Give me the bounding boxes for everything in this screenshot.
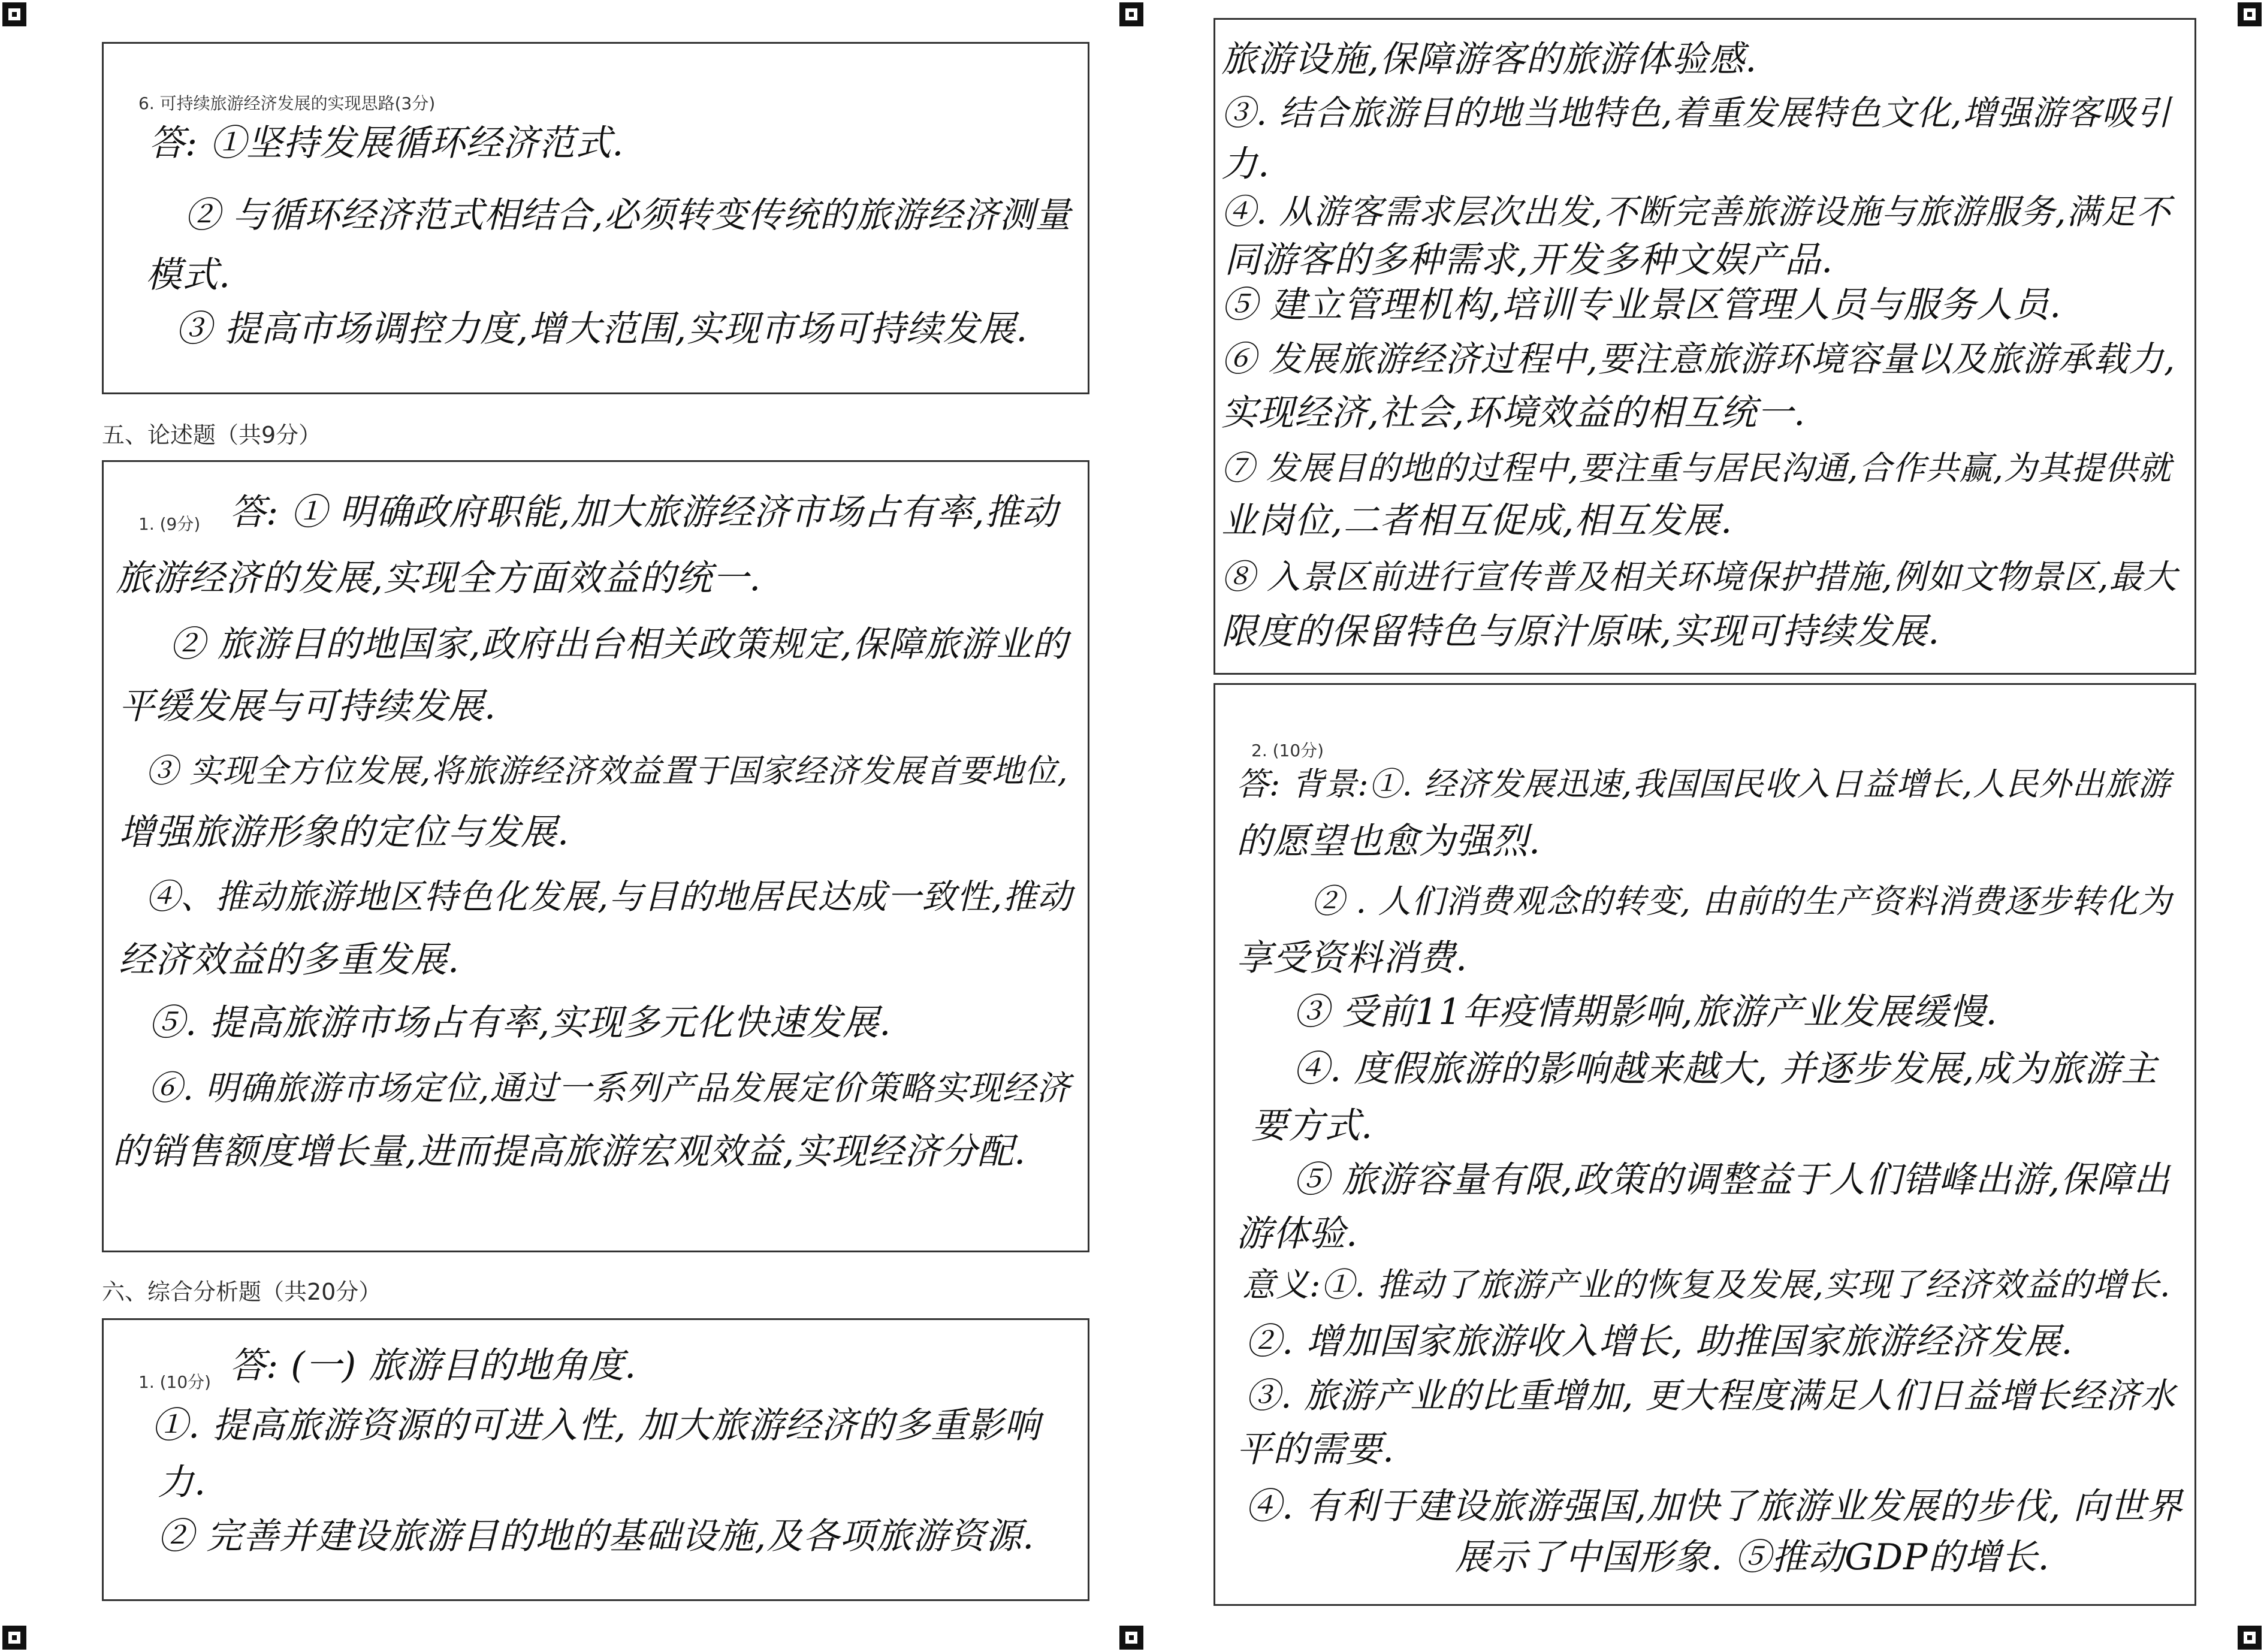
section-title: 六、综合分析题（共20分） [102,1279,382,1305]
answer-line: 答: (一) 旅游目的地角度. [230,1345,637,1387]
question-label: 1. (10分) [138,1372,212,1392]
answer-line: ⑤. 提高旅游市场占有率,实现多元化快速发展. [149,1002,892,1044]
answer-line: 同游客的多种需求,开发多种文娱产品. [1224,239,1834,281]
answer-line: 力. [1221,143,1270,185]
answer-line: 要方式. [1251,1105,1374,1147]
answer-box-continuation [1213,18,2196,675]
answer-line: 享受资料消费. [1236,937,1468,979]
answer-line: 答: ①坚持发展循环经济范式. [149,122,624,164]
answer-line: ⑧ 入景区前进行宣传普及相关环境保护措施,例如文物景区,最大 [1221,558,2178,597]
section-title: 五、论述题（共9分） [102,422,322,448]
answer-line: ②. 增加国家旅游收入增长, 助推国家旅游经济发展. [1245,1321,2073,1363]
corner-marker-top-right [2238,2,2262,26]
center-marker-top [1119,2,1143,26]
answer-line: 限度的保留特色与原汁原味,实现可持续发展. [1221,611,1940,653]
answer-line: ③ 实现全方位发展,将旅游经济效益置于国家经济发展首要地位, [146,752,1068,790]
answer-line: ⑦ 发展目的地的过程中,要注重与居民沟通,合作共赢,为其提供就 [1221,449,2172,487]
answer-line: 实现经济,社会,环境效益的相互统一. [1221,392,1806,434]
answer-line: ③. 结合旅游目的地当地特色,着重发展特色文化,增强游客吸引 [1221,93,2171,133]
answer-line: 展示了中国形象. ⑤推动GDP的增长. [1455,1536,2050,1578]
answer-line: ② 与循环经济范式相结合,必须转变传统的旅游经济测量 [185,194,1071,235]
answer-line: ⑥ 发展旅游经济过程中,要注意旅游环境容量以及旅游承载力, [1221,339,2176,379]
answer-line: ③ 受前11年疫情期影响,旅游产业发展缓慢. [1293,991,1998,1033]
answer-line: ③. 旅游产业的比重增加, 更大程度满足人们日益增长经济水 [1245,1375,2176,1416]
answer-box-q6 [102,42,1089,394]
answer-line: ② 旅游目的地国家,政府出台相关政策规定,保障旅游业的 [170,623,1068,665]
question-label: 2. (10分) [1251,741,1324,760]
corner-marker-bottom-right [2238,1626,2262,1650]
answer-line: ④、推动旅游地区特色化发展,与目的地居民达成一致性,推动 [146,877,1073,917]
answer-line: ④. 从游客需求层次出发,不断完善旅游设施与旅游服务,满足不 [1221,192,2171,232]
answer-line: ② 完善并建设旅游目的地的基础设施,及各项旅游资源. [158,1515,1035,1557]
answer-line: 平缓发展与可持续发展. [119,685,497,727]
question-label: 1. (9分) [138,514,201,534]
answer-line: 答: ① 明确政府职能,加大旅游经济市场占有率,推动 [230,491,1058,533]
answer-box-q2 [1213,683,2196,1606]
answer-line: 经济效益的多重发展. [119,939,460,981]
answer-line: 的愿望也愈为强烈. [1236,820,1541,862]
answer-line: ② . 人们消费观念的转变, 由前的生产资料消费逐步转化为 [1311,882,2172,920]
answer-line: ①. 提高旅游资源的可进入性, 加大旅游经济的多重影响 [152,1405,1041,1446]
answer-line: 游体验. [1236,1213,1359,1255]
corner-marker-top-left [2,2,26,26]
answer-line: 力. [158,1461,207,1503]
answer-line: ⑥. 明确旅游市场定位,通过一系列产品发展定价策略实现经济 [149,1069,1071,1108]
answer-line: 旅游设施,保障游客的旅游体验感. [1221,38,1758,80]
answer-line: ⑤ 旅游容量有限,政策的调整益于人们错峰出游,保障出 [1293,1159,2171,1201]
answer-box-s5q1 [102,460,1089,1252]
answer-line: 业岗位,二者相互促成,相互发展. [1221,500,1733,542]
answer-line: 增强旅游形象的定位与发展. [119,811,570,853]
answer-line: 平的需要. [1236,1428,1395,1470]
center-marker-bottom [1119,1626,1143,1650]
corner-marker-bottom-left [2,1626,26,1650]
answer-line: 模式. [146,254,231,296]
answer-line: 答: 背景:①. 经济发展迅速,我国国民收入日益增长,人民外出旅游 [1236,765,2171,803]
answer-line: 旅游经济的发展,实现全方面效益的统一. [116,557,762,599]
answer-line: 的销售额度增长量,进而提高旅游宏观效益,实现经济分配. [113,1131,1027,1173]
answer-line: ④. 度假旅游的影响越来越大, 并逐步发展,成为旅游主 [1293,1048,2158,1090]
answer-box-s6q1 [102,1318,1089,1601]
question-label: 6. 可持续旅游经济发展的实现思路(3分) [138,93,436,113]
answer-line: ⑤ 建立管理机构,培训专业景区管理人员与服务人员. [1221,284,2062,326]
answer-line: ③ 提高市场调控力度,增大范围,实现市场可持续发展. [176,308,1028,350]
answer-line: ④. 有利于建设旅游强国,加快了旅游业发展的步伐, 向世界 [1245,1485,2183,1527]
answer-line: 意义:①. 推动了旅游产业的恢复及发展,实现了经济效益的增长. [1242,1266,2171,1304]
